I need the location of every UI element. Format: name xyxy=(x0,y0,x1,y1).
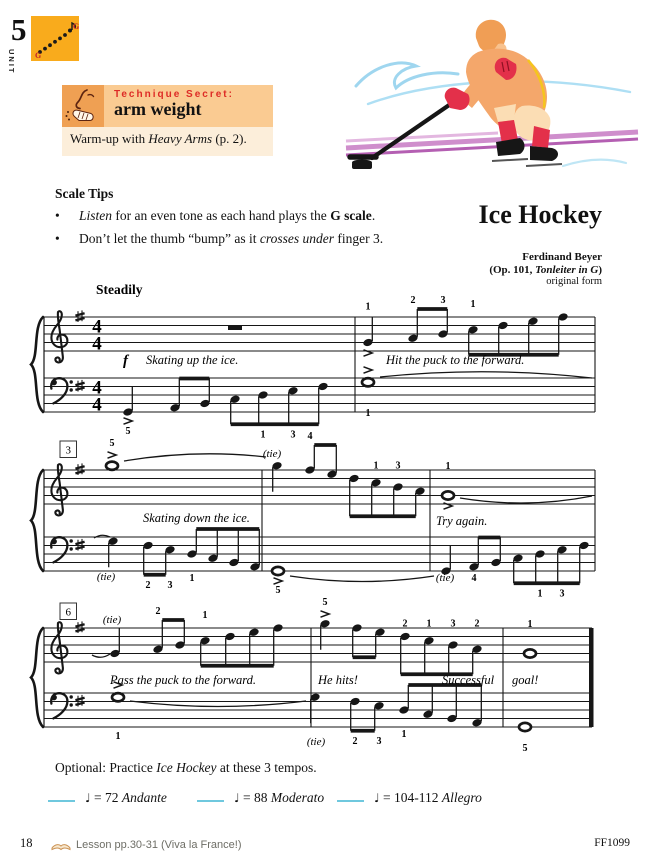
music-text: 1 xyxy=(470,299,476,310)
music-text: 5 xyxy=(275,585,281,596)
tempo-name: Allegro xyxy=(441,790,482,805)
music-text: Try again. xyxy=(436,514,488,528)
page-number: 18 xyxy=(20,836,33,850)
music-text: Skating down the ice. xyxy=(143,511,250,525)
book-icon xyxy=(50,839,74,852)
music-text: 1 xyxy=(260,429,266,441)
tip-text: Listen for an even tone as each hand plays the G scale. xyxy=(79,208,376,223)
music-text: 3 xyxy=(290,429,296,441)
music-text: Pass the puck to the forward. xyxy=(110,673,257,687)
bullet: • xyxy=(55,231,60,246)
music-text: 2 xyxy=(410,295,416,306)
optional-practice-note: Optional: Practice Ice Hockey at these 3 tempos. xyxy=(55,760,317,775)
checkbox-blank[interactable] xyxy=(197,789,224,802)
music-text: 1 xyxy=(189,572,195,584)
music-text: 5 xyxy=(322,597,328,608)
tempo-name: Moderato xyxy=(270,790,325,805)
music-text: 1 xyxy=(115,731,121,742)
quarter-note-icon: ♩ xyxy=(234,791,240,805)
checkbox-blank[interactable] xyxy=(337,789,364,802)
music-text: 5 xyxy=(109,438,115,449)
technique-title: arm weight xyxy=(114,99,202,119)
music-text: 5 xyxy=(522,743,528,754)
music-text: 2 xyxy=(402,618,408,630)
tip-text: Don’t let the thumb “bump” as it crosses under finger 3. xyxy=(79,231,384,246)
music-text: 4 xyxy=(307,431,313,442)
music-text: 1 xyxy=(527,619,533,630)
music-text: 1 xyxy=(373,460,379,472)
music-text: 2 xyxy=(145,579,151,591)
music-text: 4 xyxy=(92,394,102,416)
lesson-reference: Lesson pp.30-31 (Viva la France!) xyxy=(76,839,242,851)
checkbox-blank[interactable] xyxy=(48,789,75,802)
piece-title: Ice Hockey xyxy=(478,200,602,229)
music-text: (tie) xyxy=(262,448,282,460)
tempo-option-allegro xyxy=(337,789,482,806)
scale-tips-heading: Scale Tips xyxy=(55,186,114,201)
composer-name: Ferdinand Beyer xyxy=(522,251,602,263)
music-text: 3 xyxy=(559,588,565,600)
technique-kicker: Technique Secret: xyxy=(114,89,234,100)
music-text: goal! xyxy=(512,673,539,687)
music-text: (tie) xyxy=(96,571,116,583)
music-text: f xyxy=(123,353,128,369)
music-text: (tie) xyxy=(435,572,455,584)
music-text: 1 xyxy=(365,408,371,419)
music-text: (tie) xyxy=(102,614,122,626)
quarter-note-icon: ♩ xyxy=(374,791,380,805)
music-text: Successful xyxy=(442,673,495,687)
quarter-note-icon: ♩ xyxy=(85,791,91,805)
music-text: 3 xyxy=(440,295,446,306)
music-text: 1 xyxy=(365,301,371,313)
opus-line: (Op. 101, Tonleiter in G) xyxy=(489,263,602,276)
music-text: 1 xyxy=(445,461,451,472)
svg-text:G: G xyxy=(35,51,42,60)
unit-label: UNIT xyxy=(7,49,16,75)
svg-text:G: G xyxy=(73,22,79,31)
bullet: • xyxy=(55,208,60,223)
tempo-name: Andante xyxy=(121,790,167,805)
unit-number: 5 xyxy=(11,12,27,47)
music-text: 2 xyxy=(155,606,161,617)
tempo-option-moderato xyxy=(197,789,324,806)
music-text: 2 xyxy=(352,735,358,747)
music-text: 2 xyxy=(474,618,480,630)
music-text: 3 xyxy=(167,579,173,591)
warmup-note: Warm-up with Heavy Arms (p. 2). xyxy=(62,127,273,156)
music-text: 3 xyxy=(395,460,401,472)
music-text: Hit the puck to the forward. xyxy=(386,353,525,367)
music-text: 3 xyxy=(450,618,456,630)
tempo-value: = 72 xyxy=(94,790,122,805)
music-text: Skating up the ice. xyxy=(146,353,239,367)
tempo-option-andante xyxy=(48,789,167,806)
tempo-value: = 104-112 xyxy=(383,790,442,805)
music-text: 1 xyxy=(426,618,432,630)
music-text: 4 xyxy=(92,377,102,399)
music-text: Steadily xyxy=(96,282,143,297)
music-text: 6 xyxy=(65,606,71,619)
music-text: 4 xyxy=(92,333,102,355)
music-text: 1 xyxy=(202,610,208,621)
form-line: original form xyxy=(546,276,602,287)
music-text: 3 xyxy=(65,444,71,457)
catalog-code: FF1099 xyxy=(594,837,630,849)
music-text: 4 xyxy=(92,316,102,338)
music-text: (tie) xyxy=(306,736,326,748)
music-text: 1 xyxy=(537,588,543,600)
music-text: 5 xyxy=(125,426,131,437)
music-text: 4 xyxy=(471,572,477,584)
music-text: 3 xyxy=(376,735,382,747)
music-text: 1 xyxy=(401,728,407,740)
music-text: He hits! xyxy=(318,673,358,687)
tempo-value: = 88 xyxy=(243,790,271,805)
